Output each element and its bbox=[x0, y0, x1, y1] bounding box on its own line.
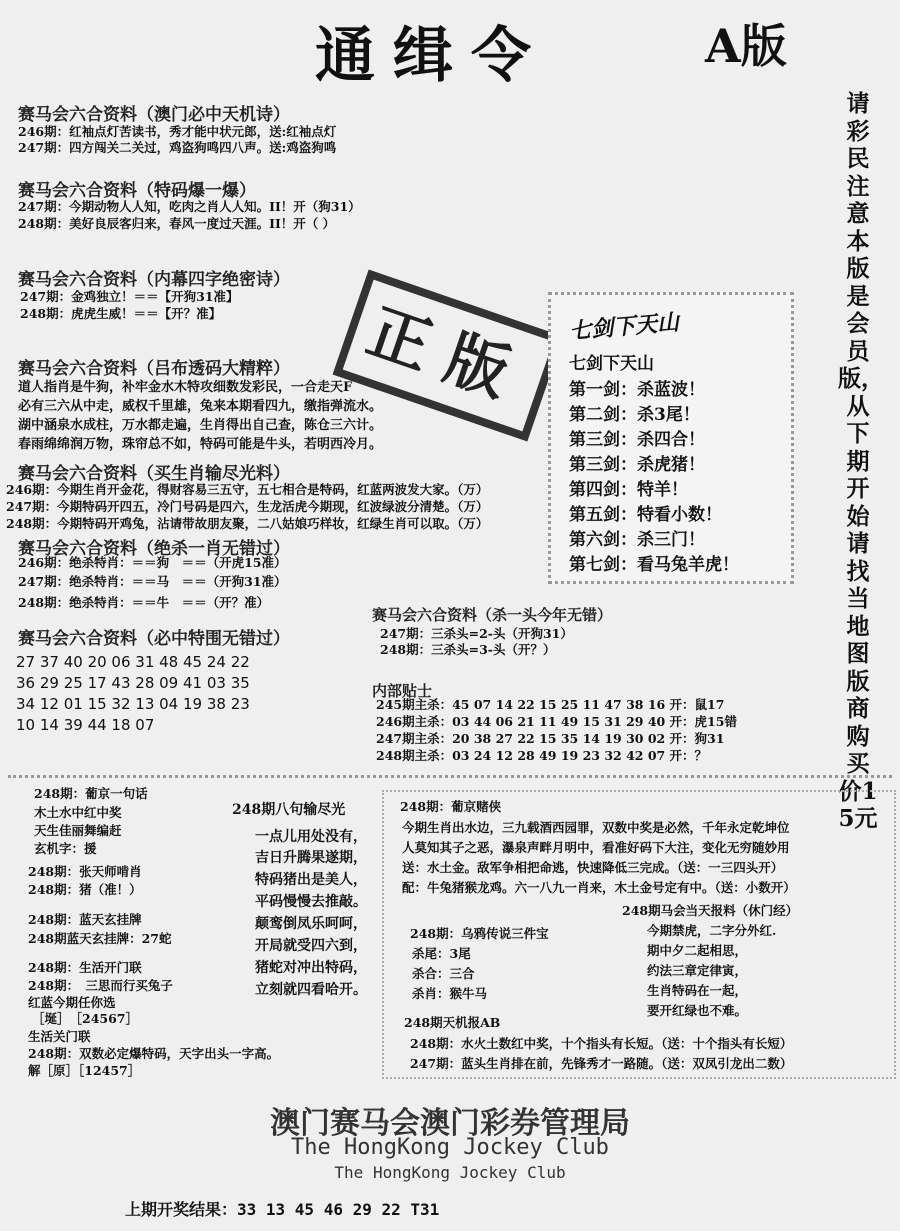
section-title-2: 赛马会六合资料（特码爆一爆） bbox=[18, 181, 256, 201]
bl-e-line-1: 248期：双数必定爆特码，天字出头一字高。 bbox=[28, 1046, 280, 1061]
horse-title: 248期马会当天报料（休门经） bbox=[622, 903, 799, 918]
gamble-line-1: 今期生肖出水边，三九载酒西园罪，双数中奖是必然，千年永定乾坤位 bbox=[402, 820, 790, 835]
sec5-line-2: 247期：今期特码开四五，冷门号码是四六，生龙活虎今期现，红波绿波分清楚。（万） bbox=[6, 499, 489, 514]
edition-label: A版 bbox=[705, 19, 787, 73]
swords-title: 七剑下天山 bbox=[568, 309, 681, 345]
sec1-line-1: 246期：红袖点灯苦读书，秀才能中状元郎，送:红袖点灯 bbox=[18, 124, 337, 139]
poem-line-7: 猪蛇对冲出特码， bbox=[255, 960, 367, 976]
sec4-line-4: 春雨绵绵润万物，珠帘总不如，特码可能是牛头，若明西冷月。 bbox=[18, 437, 383, 452]
tianji-line-2: 247期：蓝头生肖排在前，先锋秀才一路随。（送：双凤引龙出二数） bbox=[410, 1056, 793, 1071]
sword-item-8: 第七剑：看马兔羊虎！ bbox=[569, 555, 739, 575]
seven-swords-box bbox=[548, 292, 794, 584]
section-title-1: 赛马会六合资料（澳门必中天机诗） bbox=[18, 105, 290, 125]
vertical-notice: 请彩民注意本版是会员版，从下期开始请找当地图版商购买价15元 bbox=[838, 90, 884, 832]
sword-item-4: 第三剑：杀虎猪！ bbox=[569, 455, 705, 475]
footer-org-en-small: The HongKong Jockey Club bbox=[334, 1163, 566, 1182]
sec5-line-3: 248期：今期特码开鸡兔，沾请带故朋友聚，二八姑娘巧样妆，红绿生肖可以取。（万） bbox=[6, 516, 489, 531]
poem-line-1: 一点儿用处没有， bbox=[255, 829, 367, 845]
bl-e-title: 生活关门联 bbox=[28, 1029, 91, 1044]
bl-c-title: 248期：蓝天玄挂牌 bbox=[28, 912, 142, 927]
page-title: 通缉令 bbox=[315, 21, 549, 91]
sword-item-2: 第二剑：杀3尾！ bbox=[569, 405, 700, 425]
bl-d-line-1: 248期： 三思而行买兔子 bbox=[28, 978, 173, 993]
number-row-1: 27 37 40 20 06 31 48 45 24 22 bbox=[16, 653, 250, 671]
sec4-line-3: 湖中涵泉水成柱，万水都走遍，生肖得出自己查，陈仓三六计。 bbox=[18, 418, 383, 433]
sec8-line-2: 248期：三杀头=3-头（开？） bbox=[380, 642, 556, 657]
sec8-line-1: 247期：三杀头=2-头（开狗31） bbox=[380, 626, 573, 641]
horse-line-2: 期中夕二起相思， bbox=[647, 943, 748, 958]
sec6-line-3: 248期：绝杀特肖：＝＝牛 ＝＝（开？准） bbox=[18, 595, 270, 610]
section-title-7: 赛马会六合资料（必中特围无错过） bbox=[18, 629, 290, 649]
sec6-line-1: 246期：绝杀特肖：＝＝狗 ＝＝（开虎15准） bbox=[18, 555, 287, 570]
poem-line-2: 吉日升腾果遂期， bbox=[255, 850, 367, 866]
crow-line-3: 杀肖：猴牛马 bbox=[412, 986, 488, 1001]
gamble-line-3: 送：水土金。敌军争相把命逃，快速降低三完成。（送：一三四头开） bbox=[402, 860, 784, 875]
sec6-line-2: 247期：绝杀特肖：＝＝马 ＝＝（开狗31准） bbox=[18, 574, 287, 589]
section-title-4: 赛马会六合资料（吕布透码大精粹） bbox=[18, 359, 290, 379]
bl-a-line-3: 玄机字：援 bbox=[34, 841, 97, 856]
sword-item-5: 第四剑：特羊！ bbox=[569, 480, 688, 500]
section-title-9: 内部贴士 bbox=[372, 682, 433, 700]
number-row-2: 36 29 25 17 43 28 09 41 03 35 bbox=[16, 674, 250, 692]
sec2-line-1: 247期：今期动物人人知，吃肉之肖人人知。II！开（狗31） bbox=[18, 199, 361, 214]
sec4-line-2: 必有三六从中走，威权千里雄，兔来本期看四九，缴指弹流水。 bbox=[18, 399, 383, 414]
footer-org-cn: 澳门赛马会澳门彩券管理局 bbox=[270, 1106, 630, 1141]
sword-item-6: 第五剑：特看小数！ bbox=[569, 505, 722, 525]
tianji-line-1: 248期：水火土数红中奖，十个指头有长短。（送：十个指头有长短） bbox=[410, 1036, 793, 1051]
bl-b-title: 248期：张天师啃肖 bbox=[28, 864, 142, 879]
crow-line-2: 杀合：三合 bbox=[412, 966, 475, 981]
number-row-3: 34 12 01 15 32 13 04 19 38 23 bbox=[16, 695, 250, 713]
sword-item-7: 第六剑：杀三门！ bbox=[569, 530, 705, 550]
swords-subtitle: 七剑下天山 bbox=[569, 354, 654, 374]
bl-a-line-1: 木土水中红中奖 bbox=[34, 805, 122, 820]
section-title-8: 赛马会六合资料（杀一头今年无错） bbox=[372, 606, 613, 624]
sec1-line-2: 247期：四方闯关二关过，鸡盗狗鸣四八声。送:鸡盗狗鸣 bbox=[18, 140, 337, 155]
section-title-3: 赛马会六合资料（内幕四字绝密诗） bbox=[18, 270, 290, 290]
sec5-line-1: 246期：今期生肖开金花，得财容易三五守，五七相合是特码，红蓝两波发大家。（万） bbox=[6, 482, 489, 497]
gamble-line-4: 配：牛兔猪猴龙鸡。六一八九一肖来，木土金号定有中。（送：小数开） bbox=[402, 880, 796, 895]
poem-line-6: 开局就受四六到， bbox=[255, 938, 367, 954]
poem-line-8: 立刻就四看哈开。 bbox=[255, 982, 367, 998]
poem-line-3: 特码猪出是美人， bbox=[255, 872, 367, 888]
bl-d-line-2: 红蓝今期任你选 bbox=[28, 995, 116, 1010]
crow-line-1: 杀尾：3尾 bbox=[412, 946, 471, 961]
sec4-line-1: 道人指肖是牛狗，补牢金水木特攻细数发彩民，一合走天F bbox=[18, 380, 353, 395]
tianji-title: 248期天机报AB bbox=[404, 1015, 501, 1030]
poem-title: 248期八句输尽光 bbox=[232, 802, 346, 818]
sword-item-3: 第三剑：杀四合！ bbox=[569, 430, 705, 450]
section-title-5: 赛马会六合资料（买生肖输尽光料） bbox=[18, 464, 290, 484]
horse-line-1: 今期禁虎，二字分外红. bbox=[647, 923, 777, 938]
bl-d-title: 248期：生活开门联 bbox=[28, 960, 142, 975]
bl-b-line: 248期：猪（准！） bbox=[28, 882, 142, 897]
authentic-stamp: 正版 bbox=[333, 269, 564, 441]
sec9-line-3: 247期主杀：20 38 27 22 15 35 14 19 30 02 开：狗31 bbox=[376, 731, 725, 746]
bl-e-line-2: 解［原］［12457］ bbox=[28, 1063, 141, 1078]
horse-line-5: 要开红绿也不难。 bbox=[647, 1003, 748, 1018]
sec9-line-1: 245期主杀：45 07 14 22 15 25 11 47 38 16 开：鼠17 bbox=[376, 697, 725, 712]
crow-title: 248期：乌鸦传说三件宝 bbox=[410, 926, 549, 941]
bl-a-title: 248期：葡京一句话 bbox=[34, 786, 148, 801]
sec9-line-2: 246期主杀：03 44 06 21 11 49 15 31 29 40 开：虎15错 bbox=[376, 714, 737, 729]
sword-item-1: 第一剑：杀蓝波！ bbox=[569, 380, 705, 400]
bl-a-line-2: 天生佳丽舞编赶 bbox=[34, 823, 122, 838]
poem-line-4: 平码慢慢去推敲。 bbox=[255, 894, 367, 910]
gamble-title: 248期：葡京赌侠 bbox=[400, 799, 502, 814]
sec3-line-2: 248期：虎虎生威！＝＝【开？准】 bbox=[20, 306, 222, 321]
sec2-line-2: 248期：美好良辰客归来，春风一度过天涯。II！开（ ） bbox=[18, 216, 336, 231]
poem-line-5: 颠鸾倒凤乐呵呵， bbox=[255, 916, 367, 932]
number-row-4: 10 14 39 44 18 07 bbox=[16, 716, 155, 734]
bl-c-line: 248期蓝天玄挂牌：27蛇 bbox=[28, 931, 172, 946]
last-result: 上期开奖结果：33 13 45 46 29 22 T31 bbox=[125, 1200, 440, 1219]
footer-org-en: The HongKong Jockey Club bbox=[291, 1135, 609, 1160]
bl-d-line-3: ［埏］ ［24567］ bbox=[32, 1011, 138, 1026]
sec3-line-1: 247期：金鸡独立！＝＝【开狗31准】 bbox=[20, 289, 239, 304]
horse-line-3: 约法三章定律寅， bbox=[647, 963, 748, 978]
sec9-line-4: 248期主杀：03 24 12 28 49 19 23 32 42 07 开：？ bbox=[376, 748, 708, 763]
gamble-line-2: 人莫知其子之恶，瀑泉声畔月明中，看准好码下大注，变化无穷随妙用 bbox=[402, 840, 790, 855]
horse-line-4: 生肖特码在一起， bbox=[647, 983, 748, 998]
section-title-6: 赛马会六合资料（绝杀一肖无错过） bbox=[18, 539, 290, 559]
section-divider bbox=[8, 775, 892, 778]
